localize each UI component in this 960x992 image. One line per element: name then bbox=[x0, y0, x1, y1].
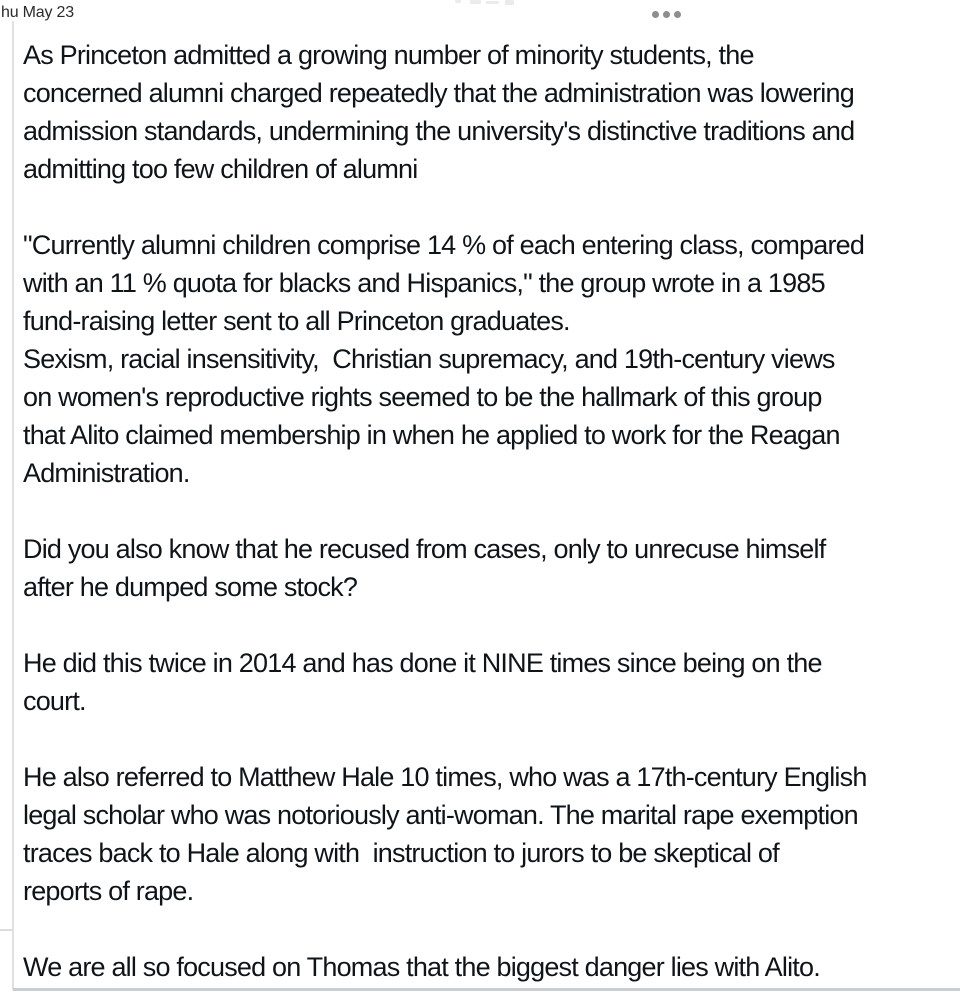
paragraph bbox=[23, 226, 960, 492]
paragraph bbox=[23, 644, 960, 720]
dot bbox=[663, 11, 670, 18]
text-line: traces back to Hale along with instruction to jurors to be skeptical of bbox=[23, 838, 779, 868]
text-line: Sexism, racial insensitivity, Christian supremacy, and 19th-century views bbox=[23, 344, 835, 374]
dot bbox=[652, 11, 659, 18]
text-line: He did this twice in 2014 and has done it NINE times since being on the bbox=[23, 648, 822, 678]
cropped-element-fragment bbox=[455, 0, 525, 6]
fragment-mark bbox=[455, 0, 461, 3]
text-line: "Currently alumni children comprise 14 % of each entering class, compared bbox=[23, 230, 865, 260]
post-timestamp: hu May 23 bbox=[1, 4, 74, 21]
text-line: As Princeton admitted a growing number of minority students, the bbox=[23, 40, 754, 70]
text-line: admitting too few children of alumni bbox=[23, 154, 418, 184]
text-line: court. bbox=[23, 686, 86, 716]
left-divider-line bbox=[12, 21, 14, 990]
bottom-divider-line bbox=[13, 988, 960, 991]
dot bbox=[674, 11, 681, 18]
paragraph bbox=[23, 530, 960, 606]
fragment-mark bbox=[505, 0, 514, 5]
text-line: Did you also know that he recused from cases, only to unrecuse himself bbox=[23, 534, 826, 564]
post-text bbox=[23, 36, 960, 986]
text-line: that Alito claimed membership in when he applied to work for the Reagan bbox=[23, 420, 840, 450]
more-options-icon[interactable] bbox=[650, 9, 683, 20]
text-line: with an 11 % quota for blacks and Hispanics," the group wrote in a 1985 bbox=[23, 268, 825, 298]
text-line: legal scholar who was notoriously anti-woman. The marital rape exemption bbox=[23, 800, 858, 830]
text-line: on women's reproductive rights seemed to be the hallmark of this group bbox=[23, 382, 822, 412]
paragraph bbox=[23, 948, 960, 986]
text-line: after he dumped some stock? bbox=[23, 572, 358, 602]
text-line: reports of rape. bbox=[23, 876, 194, 906]
text-line: Administration. bbox=[23, 458, 190, 488]
text-line: concerned alumni charged repeatedly that the administration was lowering bbox=[23, 78, 854, 108]
left-horizontal-divider bbox=[0, 929, 13, 931]
text-line: fund-raising letter sent to all Princeton graduates. bbox=[23, 306, 570, 336]
fragment-mark bbox=[486, 1, 499, 4]
paragraph bbox=[23, 36, 960, 188]
text-line: He also referred to Matthew Hale 10 times, who was a 17th-century English bbox=[23, 762, 867, 792]
paragraph bbox=[23, 758, 960, 910]
text-line: We are all so focused on Thomas that the biggest danger lies with Alito. bbox=[23, 952, 820, 982]
fragment-mark bbox=[470, 0, 481, 4]
text-line: admission standards, undermining the university's distinctive traditions and bbox=[23, 116, 855, 146]
